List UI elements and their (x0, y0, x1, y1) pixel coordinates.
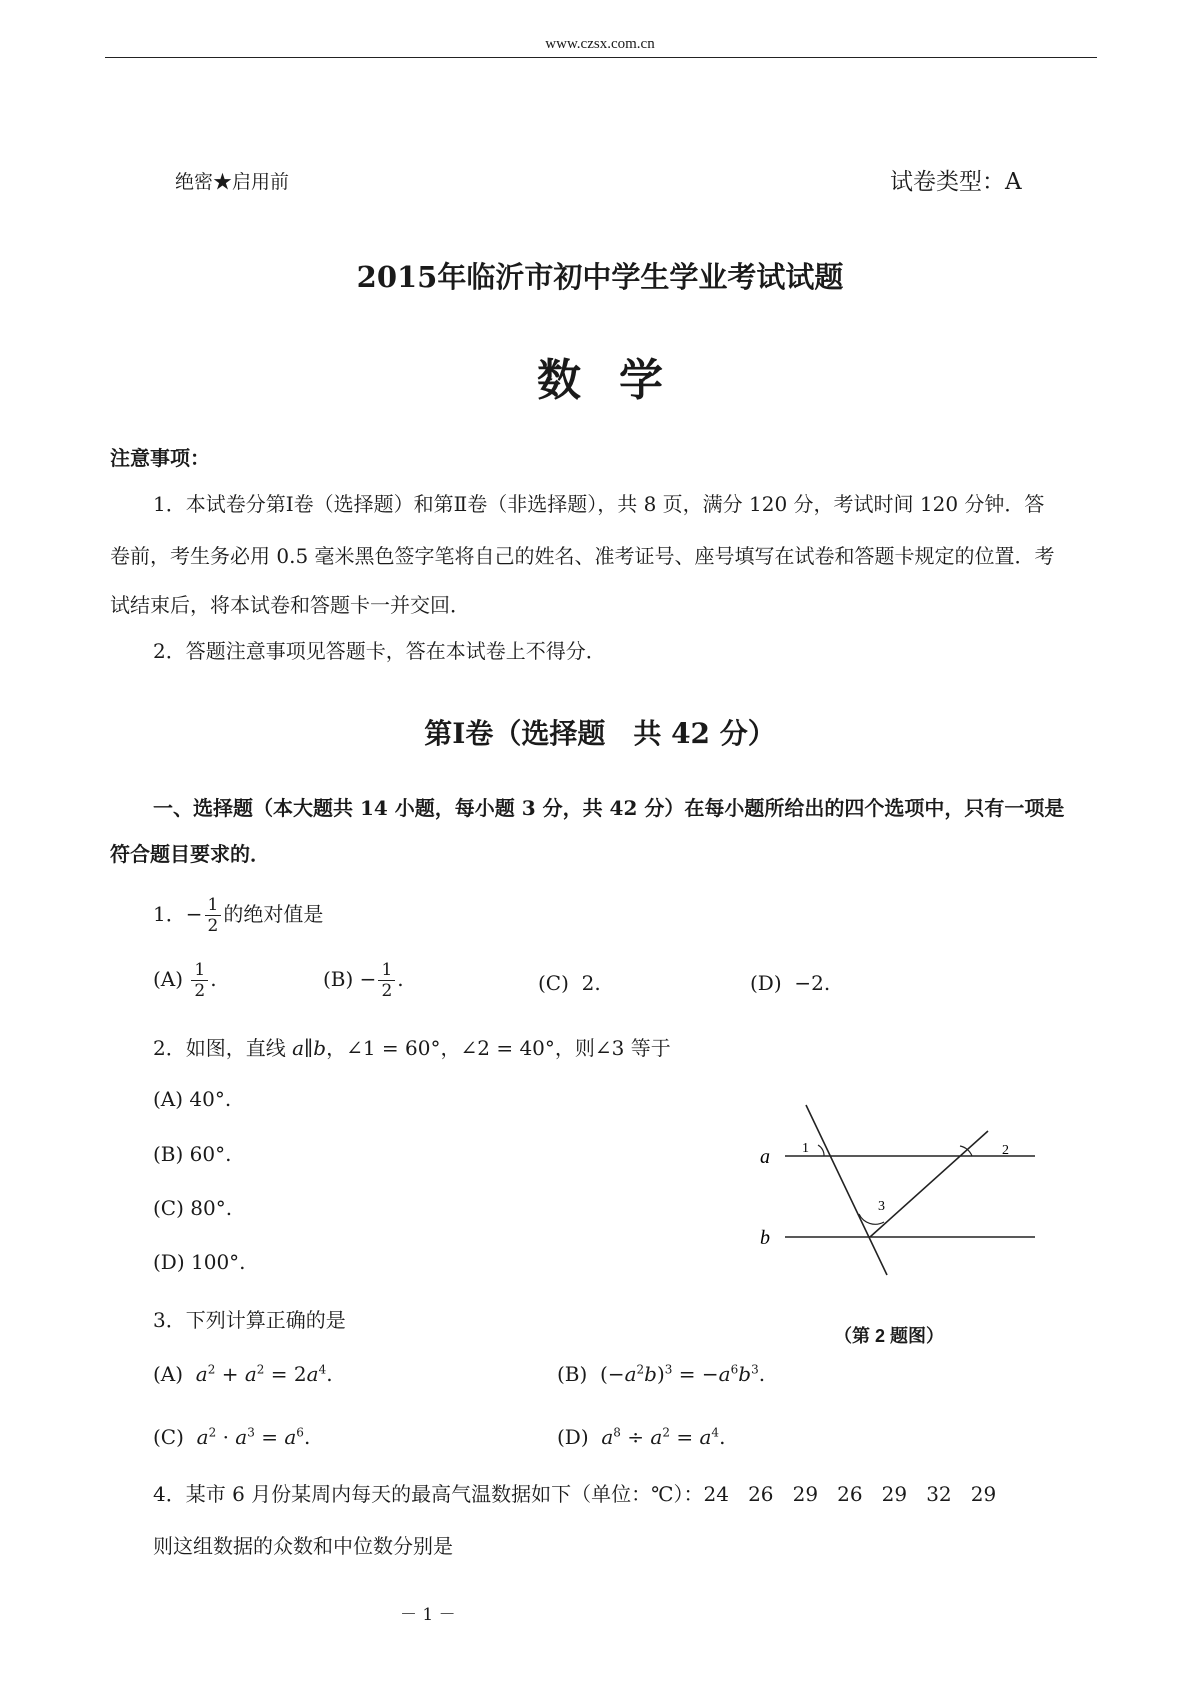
header-rule (105, 57, 1097, 58)
q3-option-b: (B) $(-a^2b)^3 = -a^6b^3$. (557, 1362, 766, 1386)
q2-option-c: (C) 80°. (153, 1196, 233, 1220)
q2-option-a: (A) 40°. (153, 1087, 232, 1111)
paper-type-label: 试卷类型：A (890, 169, 1022, 195)
label-a: a (760, 1146, 770, 1168)
notes-item2: 2．答题注意事项见答题卡，答在本试卷上不得分． (153, 639, 606, 663)
notes-item1-line1: 1．本试卷分第Ⅰ卷（选择题）和第Ⅱ卷（非选择题），共 8 页，满分 120 分，考试时间 120 分钟．答 (153, 492, 1045, 516)
page-number: － 1 － (400, 1605, 456, 1625)
notes-heading: 注意事项： (110, 446, 210, 470)
q1-option-b: (B) − $\frac{1}{2}$ . (323, 960, 404, 1001)
q1-option-c: (C) 2. (538, 971, 601, 995)
q2-option-d: (D) 100°. (153, 1250, 246, 1274)
label-b: b (760, 1227, 770, 1249)
notes-item1-line2: 卷前，考生务必用 0.5 毫米黑色签字笔将自己的姓名、准考证号、座号填写在试卷和答题卡规定的位置．考 (110, 544, 1055, 568)
notes-item1-line3: 试结束后，将本试卷和答题卡一并交回． (110, 593, 470, 617)
q2-option-b: (B) 60°. (153, 1142, 232, 1166)
q2-stem: 2．如图，直线 a∥b，∠1 = 60°，∠2 = 40°，则∠3 等于 (153, 1036, 671, 1060)
q2-figure (740, 1100, 1060, 1290)
transversal-1 (806, 1105, 887, 1275)
q3-option-d: (D) $a^8 \div a^2 = a^4$. (557, 1425, 726, 1449)
label-angle2: 2 (1002, 1143, 1009, 1158)
part1-instructions-line2: 符合题目要求的． (110, 842, 270, 866)
q1-text: 的绝对值是 (223, 902, 324, 926)
q3-option-a: (A) $a^2 + a^2 = 2a^4$. (153, 1362, 333, 1386)
q3-stem: 3．下列计算正确的是 (153, 1308, 346, 1332)
q1-option-d: (D) −2. (750, 971, 831, 995)
q4-stem: 4．某市 6 月份某周内每天的最高气温数据如下（单位：℃）：24 26 29 26 29 32 29 (153, 1482, 997, 1506)
q2-figure-caption: （第 2 题图） (834, 1326, 945, 1346)
part1-instructions-line1: 一、选择题（本大题共 14 小题，每小题 3 分，共 42 分）在每小题所给出的四个选项中，只有一项是 (153, 796, 1065, 820)
q4-line2: 则这组数据的众数和中位数分别是 (153, 1534, 453, 1558)
label-angle1: 1 (802, 1141, 809, 1156)
confidential-label: 绝密★启用前 (175, 171, 290, 193)
subject-title: 数学 (537, 355, 701, 406)
angle1-arc (818, 1145, 824, 1156)
label-angle3: 3 (878, 1199, 885, 1214)
q1-stem: 1．− $\frac{1}{2}$ 的绝对值是 (153, 895, 324, 936)
transversal-2 (870, 1131, 988, 1237)
exam-title: 2015年临沂市初中学生学业考试试题 (356, 260, 844, 294)
q1-option-a: (A) $\frac{1}{2}$ . (153, 960, 217, 1001)
q1-number: 1． (153, 902, 186, 926)
header-url: www.czsx.com.cn (545, 36, 655, 52)
section-title: 第Ⅰ卷（选择题 共 42 分） (424, 717, 776, 750)
q1-fraction: $\frac{1}{2}$ (205, 895, 222, 936)
q3-option-c: (C) $a^2 \cdot a^3 = a^6$. (153, 1425, 311, 1449)
